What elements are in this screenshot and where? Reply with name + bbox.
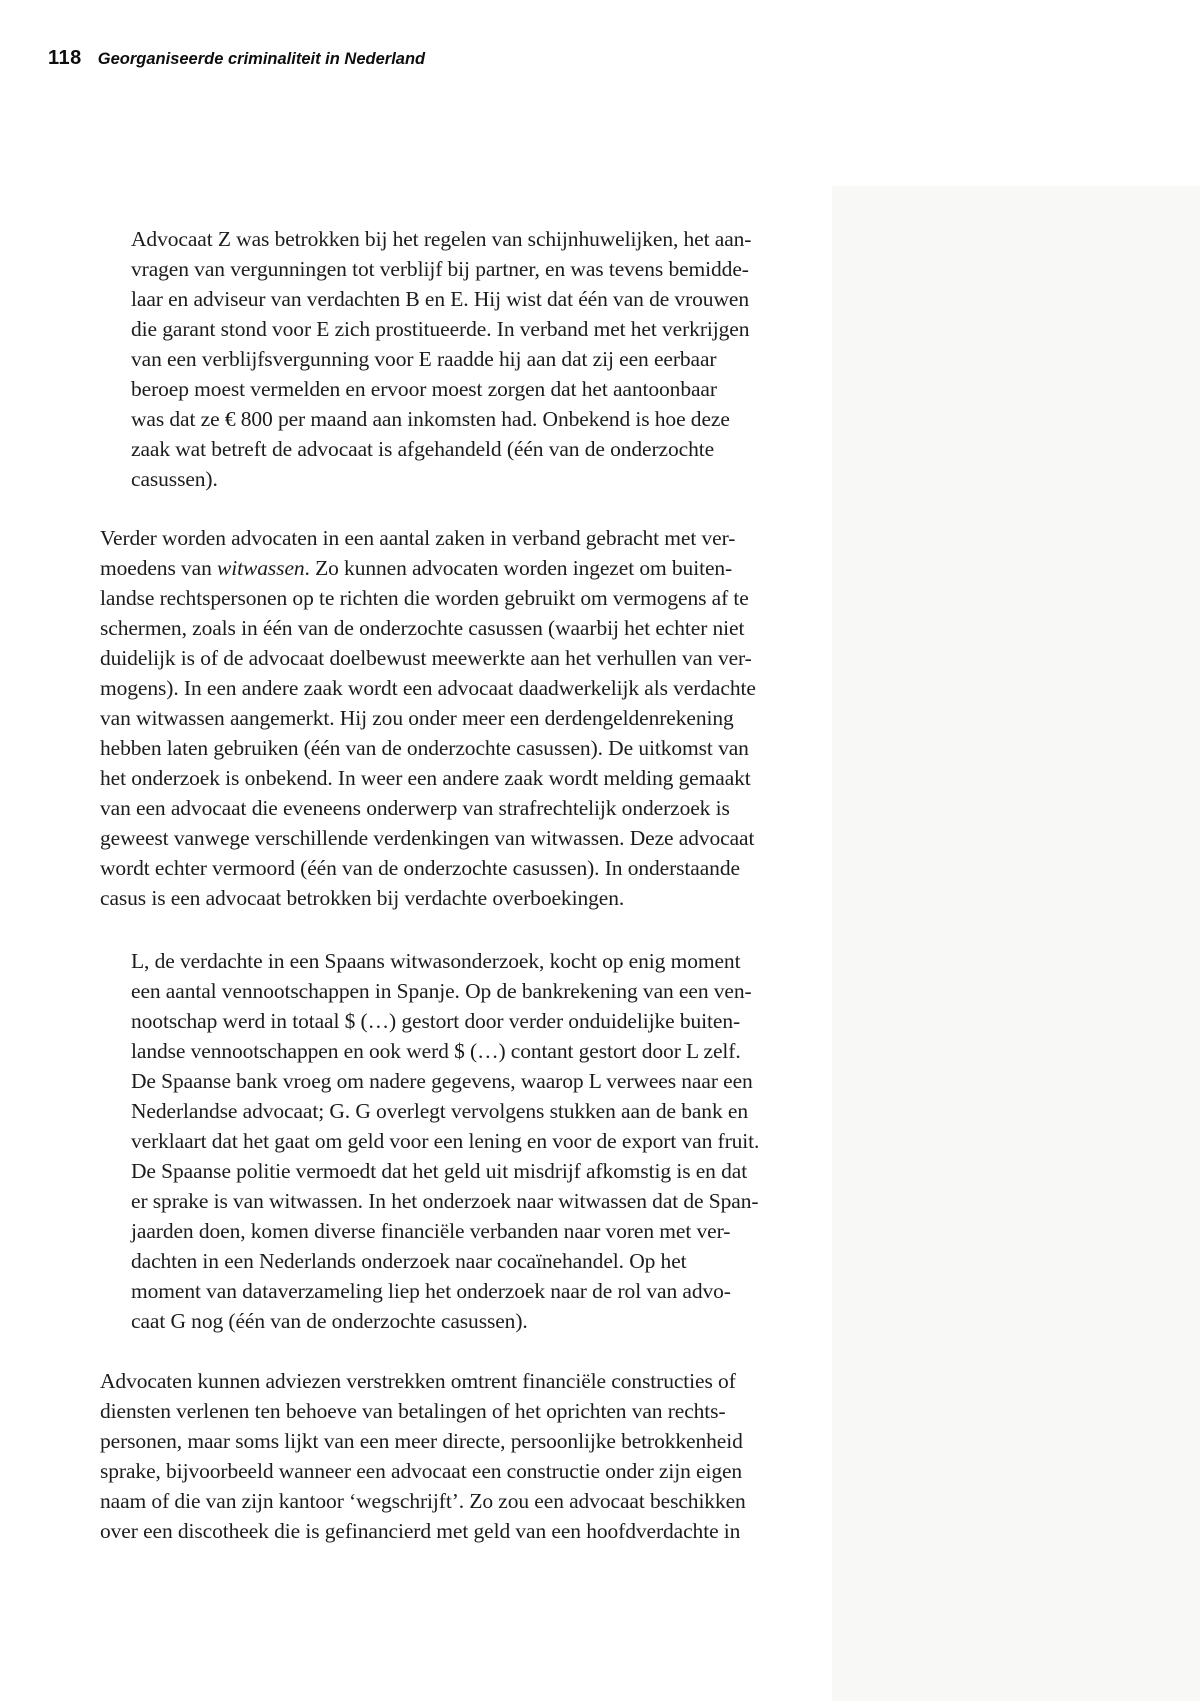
text-line: dachten in een Nederlands onderzoek naar cocaïnehandel. Op het <box>131 1249 687 1273</box>
text-line: was dat ze € 800 per maand aan inkomsten had. Onbekend is hoe deze <box>131 407 730 431</box>
text-line: casussen). <box>131 467 218 491</box>
text-line: wordt echter vermoord (één van de onderzochte casussen). In onderstaande <box>100 856 740 880</box>
text-line: diensten verlenen ten behoeve van betalingen of het oprichten van rechts- <box>100 1399 726 1423</box>
paragraph-witwassen <box>100 523 756 913</box>
text-line: geweest vanwege verschillende verdenkingen van witwassen. Deze advocaat <box>100 826 755 850</box>
text-segment-italic: witwassen <box>217 556 305 580</box>
text-line: van witwassen aangemerkt. Hij zou onder meer een derdengeldenrekening <box>100 706 734 730</box>
scan-shading <box>832 186 1200 1701</box>
paragraph-advocaten-adviezen <box>100 1366 746 1546</box>
text-line: vragen van vergunningen tot verblijf bij partner, en was tevens bemidde- <box>131 257 749 281</box>
text-line: personen, maar soms lijkt van een meer directe, persoonlijke betrokkenheid <box>100 1429 743 1453</box>
text-line: van een advocaat die eveneens onderwerp van strafrechtelijk onderzoek is <box>100 796 730 820</box>
text-line: Advocaat Z was betrokken bij het regelen van schijnhuwelijken, het aan- <box>131 227 752 251</box>
text-line: sprake, bijvoorbeeld wanneer een advocaat een constructie onder zijn eigen <box>100 1459 743 1483</box>
text-line <box>100 553 756 583</box>
text-line: L, de verdachte in een Spaans witwasonderzoek, kocht op enig moment <box>131 949 741 973</box>
text-line: over een discotheek die is gefinancierd met geld van een hoofdverdachte in <box>100 1519 741 1543</box>
text-line: naam of die van zijn kantoor ‘wegschrijft’. Zo zou een advocaat beschikken <box>100 1489 746 1513</box>
text-line: schermen, zoals in één van de onderzochte casussen (waarbij het echter niet <box>100 616 745 640</box>
text-line: zaak wat betreft de advocaat is afgehandeld (één van de onderzochte <box>131 437 715 461</box>
text-line: Verder worden advocaten in een aantal zaken in verband gebracht met ver- <box>100 526 736 550</box>
text-line: De Spaanse politie vermoedt dat het geld uit misdrijf afkomstig is en dat <box>131 1159 748 1183</box>
text-line: het onderzoek is onbekend. In weer een andere zaak wordt melding gemaakt <box>100 766 751 790</box>
page-number: 118 <box>48 47 82 69</box>
running-title: Georganiseerde criminaliteit in Nederland <box>97 50 426 68</box>
text-line: caat G nog (één van de onderzochte casussen). <box>131 1309 528 1333</box>
text-line: landse vennootschappen en ook werd $ (…) contant gestort door L zelf. <box>131 1039 741 1063</box>
text-line: er sprake is van witwassen. In het onderzoek naar witwassen dat de Span- <box>131 1189 759 1213</box>
text-line: moment van dataverzameling liep het onderzoek naar de rol van advo- <box>131 1279 731 1303</box>
text-line: jaarden doen, komen diverse financiële verbanden naar voren met ver- <box>131 1219 731 1243</box>
text-line: mogens). In een andere zaak wordt een advocaat daadwerkelijk als verdachte <box>100 676 756 700</box>
text-line: casus is een advocaat betrokken bij verdachte overboekingen. <box>100 886 625 910</box>
text-line: die garant stond voor E zich prostitueerde. In verband met het verkrijgen <box>131 317 750 341</box>
text-line: Advocaten kunnen adviezen verstrekken omtrent financiële constructies of <box>100 1369 736 1393</box>
text-segment: moedens van <box>100 556 218 580</box>
paragraph-witwassen-rest <box>100 583 756 913</box>
text-line: landse rechtspersonen op te richten die worden gebruikt om vermogens af te <box>100 586 749 610</box>
blockquote-case-advocaat-z <box>131 224 751 494</box>
text-line: verklaart dat het gaat om geld voor een lening en voor de export van fruit. <box>131 1129 760 1153</box>
blockquote-case-advocaat-g <box>131 946 759 1336</box>
text-line: Nederlandse advocaat; G. G overlegt vervolgens stukken aan de bank en <box>131 1099 748 1123</box>
text-line: van een verblijfsvergunning voor E raadde hij aan dat zij een eerbaar <box>131 347 717 371</box>
text-line: nootschap werd in totaal $ (…) gestort door verder onduidelijke buiten- <box>131 1009 741 1033</box>
text-line: De Spaanse bank vroeg om nadere gegevens, waarop L verwees naar een <box>131 1069 753 1093</box>
text-line: laar en adviseur van verdachten B en E. Hij wist dat één van de vrouwen <box>131 287 749 311</box>
text-segment: . Zo kunnen advocaten worden ingezet om buiten- <box>304 556 733 580</box>
text-line: hebben laten gebruiken (één van de onderzochte casussen). De uitkomst van <box>100 736 749 760</box>
running-header <box>48 47 425 70</box>
text-line: duidelijk is of de advocaat doelbewust meewerkte aan het verhullen van ver- <box>100 646 752 670</box>
text-line: beroep moest vermelden en ervoor moest zorgen dat het aantoonbaar <box>131 377 717 401</box>
text-line: een aantal vennootschappen in Spanje. Op de bankrekening van een ven- <box>131 979 752 1003</box>
